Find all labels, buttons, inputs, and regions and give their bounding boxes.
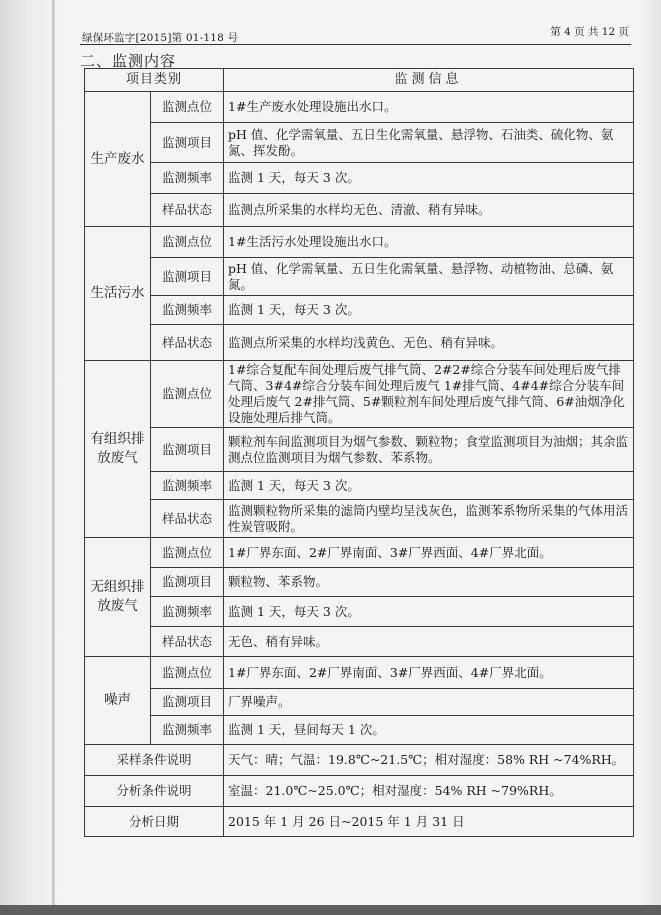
- table-row: [85, 428, 634, 472]
- table-row: [85, 361, 634, 428]
- row-value: 1#生产废水处理设施出水口。: [224, 92, 634, 123]
- row-label: 监测频率: [151, 716, 224, 745]
- category-cell: 噪声: [85, 657, 151, 745]
- row-value: 监测 1 天，每天 3 次。: [224, 597, 634, 627]
- row-label: 监测点位: [151, 538, 224, 568]
- row-label: 监测点位: [151, 361, 224, 428]
- table-header-row: [85, 69, 634, 92]
- row-label: 分析条件说明: [85, 776, 224, 807]
- table-row: [85, 123, 634, 163]
- row-label: 监测项目: [151, 428, 224, 472]
- table-row: [85, 689, 634, 716]
- table-row: [85, 194, 634, 227]
- row-value: 2015 年 1 月 26 日~2015 年 1 月 31 日: [224, 807, 634, 837]
- row-label: 采样条件说明: [85, 745, 224, 776]
- table-row: [85, 568, 634, 597]
- table-row: [85, 538, 634, 568]
- category-cell: 有组织排放废气: [85, 361, 151, 538]
- row-value: 室温：21.0℃~25.0℃；相对湿度：54% RH ~79%RH。: [224, 776, 634, 807]
- row-label: 监测频率: [151, 472, 224, 500]
- row-value: 天气：晴；气温：19.8℃~21.5℃；相对湿度：58% RH ~74%RH。: [224, 745, 634, 776]
- row-value: 颗粒物、苯系物。: [224, 568, 634, 597]
- row-label: 监测点位: [151, 227, 224, 258]
- scan-bottom-edge: [0, 905, 661, 915]
- row-label: 样品状态: [151, 627, 224, 657]
- header-category: 项目类别: [85, 69, 224, 92]
- category-cell: 生活污水: [85, 227, 151, 361]
- row-value: 1#综合复配车间处理后废气排气筒、2#2#综合分装车间处理后废气排气筒、3#4#综合分装车间处理后废气 1#排气筒、4#4#综合分装车间处理后废气 2#排气筒、5#颗粒剂车间处理后废气排气筒、6#油烟净化设施处理后排气筒。: [224, 361, 634, 428]
- row-value: 监测颗粒物所采集的滤筒内壁均呈浅灰色，监测苯系物所采集的气体用活性炭管吸附。: [224, 500, 634, 538]
- row-value: 1#生活污水处理设施出水口。: [224, 227, 634, 258]
- row-label: 样品状态: [151, 325, 224, 361]
- row-label: 样品状态: [151, 194, 224, 227]
- category-cell: 生产废水: [85, 92, 151, 227]
- row-label: 监测项目: [151, 123, 224, 163]
- table-row: [85, 500, 634, 538]
- row-value: 1#厂界东面、2#厂界南面、3#厂界西面、4#厂界北面。: [224, 657, 634, 689]
- table-row: [85, 163, 634, 194]
- row-value: 无色、稍有异味。: [224, 627, 634, 657]
- table-row: [85, 597, 634, 627]
- row-value: 监测 1 天，昼间每天 1 次。: [224, 716, 634, 745]
- table-row: [85, 807, 634, 837]
- table-row: [85, 296, 634, 325]
- page-number: 第 4 页 共 12 页: [550, 26, 629, 38]
- row-value: 监测 1 天，每天 3 次。: [224, 296, 634, 325]
- row-label: 监测频率: [151, 163, 224, 194]
- table-row: [85, 776, 634, 807]
- row-label: 监测项目: [151, 568, 224, 597]
- row-label: 监测频率: [151, 597, 224, 627]
- row-label: 监测点位: [151, 657, 224, 689]
- row-label: 监测项目: [151, 258, 224, 296]
- row-label: 分析日期: [85, 807, 224, 837]
- row-value: pH 值、化学需氧量、五日生化需氧量、悬浮物、石油类、硫化物、氨氮、挥发酚。: [224, 123, 634, 163]
- header-divider: [80, 44, 631, 45]
- row-label: 监测点位: [151, 92, 224, 123]
- row-value: 厂界噪声。: [224, 689, 634, 716]
- category-cell: 无组织排放废气: [85, 538, 151, 657]
- section-title: 二、监测内容: [80, 52, 177, 70]
- table-row: [85, 657, 634, 689]
- header-info: 监测信息: [224, 69, 634, 92]
- row-value: 颗粒剂车间监测项目为烟气参数、颗粒物；食堂监测项目为油烟；其余监测点位监测项目为烟气参数、苯系物。: [224, 428, 634, 472]
- monitoring-content-table: [84, 68, 634, 837]
- page-binding-edge: [52, 0, 55, 905]
- row-label: 监测频率: [151, 296, 224, 325]
- row-label: 样品状态: [151, 500, 224, 538]
- table-row: [85, 92, 634, 123]
- row-value: 监测 1 天，每天 3 次。: [224, 163, 634, 194]
- table-row: [85, 627, 634, 657]
- row-value: 监测 1 天，每天 3 次。: [224, 472, 634, 500]
- row-label: 监测项目: [151, 689, 224, 716]
- table-row: [85, 472, 634, 500]
- table-row: [85, 745, 634, 776]
- row-value: pH 值、化学需氧量、五日生化需氧量、悬浮物、动植物油、总磷、氨氮。: [224, 258, 634, 296]
- row-value: 监测点所采集的水样均无色、清澈、稍有异味。: [224, 194, 634, 227]
- document-number: 绿保环监字[2015]第 01-118 号: [82, 32, 239, 44]
- table-row: [85, 258, 634, 296]
- table-row: [85, 716, 634, 745]
- table-row: [85, 227, 634, 258]
- table-row: [85, 325, 634, 361]
- row-value: 1#厂界东面、2#厂界南面、3#厂界西面、4#厂界北面。: [224, 538, 634, 568]
- row-value: 监测点所采集的水样均浅黄色、无色、稍有异味。: [224, 325, 634, 361]
